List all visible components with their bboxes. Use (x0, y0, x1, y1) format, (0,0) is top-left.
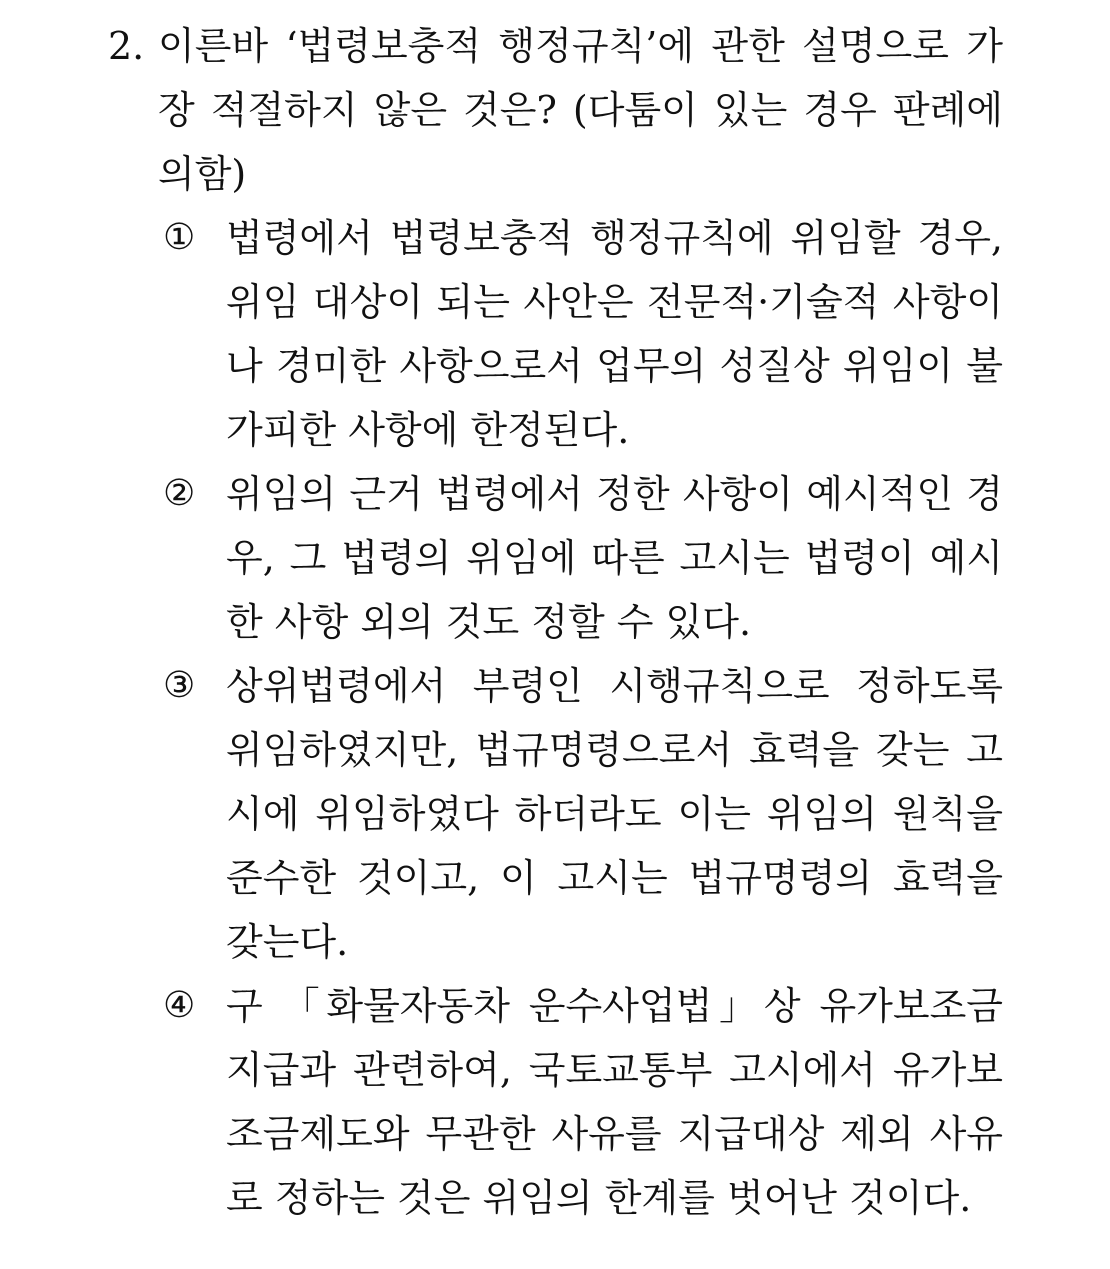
answer-options (108, 206, 1003, 1230)
option-4-text: 구 「화물자동차 운수사업법」상 유가보조금 지급과 관련하여, 국토교통부 고시에서 유가보조금제도와 무관한 사유를 지급대상 제외 사유로 정하는 것은 위임의 한계를 벗어난 것이다. (226, 984, 1003, 1220)
option-1[interactable] (163, 206, 1003, 462)
option-1-mark: ① (163, 217, 196, 258)
question-block (108, 14, 1003, 1230)
option-2-mark: ② (163, 473, 196, 514)
question-header (108, 14, 1003, 206)
option-2[interactable] (163, 462, 1003, 654)
question-stem: 이른바 ‘법령보충적 행정규칙’에 관한 설명으로 가장 적절하지 않은 것은? (다툼이 있는 경우 판례에 의함) (158, 24, 1003, 196)
option-1-text: 법령에서 법령보충적 행정규칙에 위임할 경우, 위임 대상이 되는 사안은 전문적·기술적 사항이나 경미한 사항으로서 업무의 성질상 위임이 불가피한 사항에 한정된다. (226, 216, 1003, 452)
option-3-text: 상위법령에서 부령인 시행규칙으로 정하도록 위임하였지만, 법규명령으로서 효력을 갖는 고시에 위임하였다 하더라도 이는 위임의 원칙을 준수한 것이고, 이 고시는 법규명령의 효력을 갖는다. (226, 664, 1003, 964)
question-number: 2. (108, 24, 145, 68)
option-3[interactable] (163, 654, 1003, 974)
option-4-mark: ④ (163, 985, 196, 1026)
option-3-mark: ③ (163, 665, 196, 706)
option-2-text: 위임의 근거 법령에서 정한 사항이 예시적인 경우, 그 법령의 위임에 따른 고시는 법령이 예시한 사항 외의 것도 정할 수 있다. (226, 472, 1003, 644)
option-4[interactable] (163, 974, 1003, 1230)
